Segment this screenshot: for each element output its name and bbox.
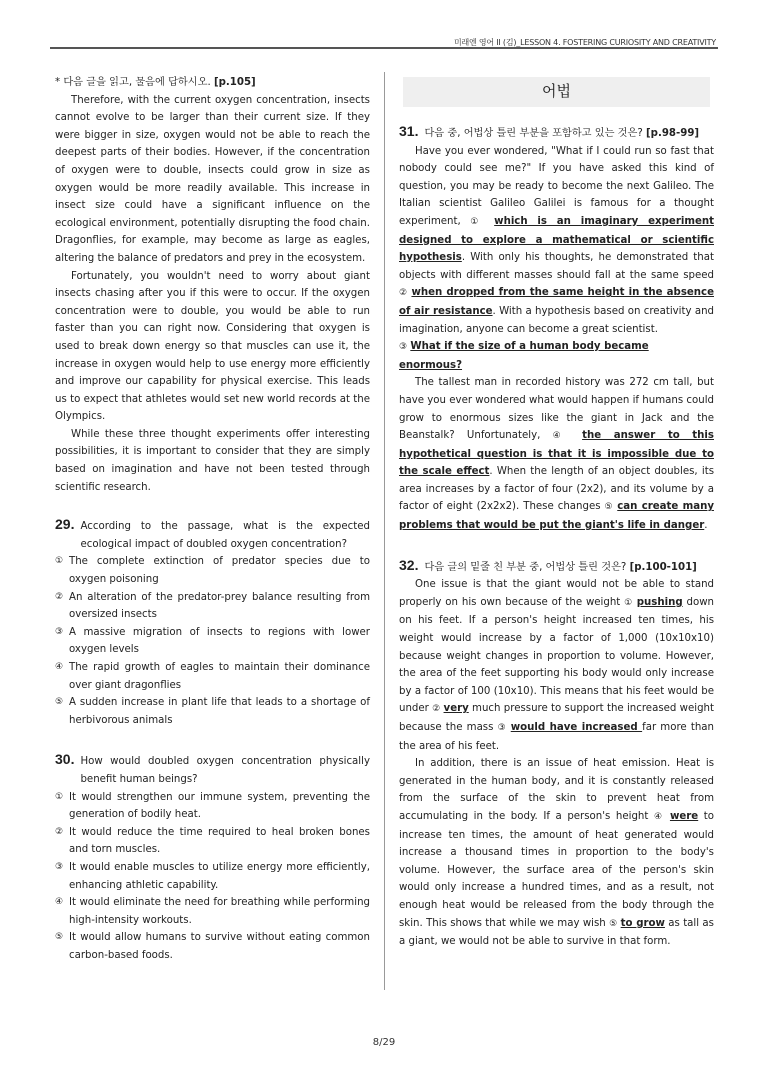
right-column — [399, 74, 714, 951]
option-marker: ② — [55, 826, 64, 837]
section-title: 어법 — [542, 82, 571, 101]
option-text: It would allow humans to survive without eating common carbon-based foods. — [69, 932, 370, 961]
q31-paragraph-1 — [399, 143, 714, 339]
option-2[interactable] — [55, 589, 370, 624]
text: far more than the area of his feet. — [399, 722, 714, 752]
text: . With only his thoughts, he demonstrated that objects with different masses should fall at the same speed — [399, 252, 714, 281]
header-title: 미래엔 영어 II (김)_LESSON 4. FOSTERING CURIOSITY AND CREATIVITY — [453, 38, 716, 47]
underlined-choice-5[interactable]: can create many problems that would be put the giant's life in danger — [399, 501, 714, 532]
column-divider — [384, 72, 385, 990]
text: much pressure to support the increased weight because the mass — [399, 703, 714, 733]
question-32 — [399, 557, 714, 951]
option-4[interactable] — [55, 894, 370, 929]
text: as tall as a giant, we would not be able to survive in that form. — [399, 917, 714, 948]
text: . When the length of an object doubles, its area increases by a factor of four (2x2), and its volume by a factor of eight (2x2x2). These changes — [399, 466, 714, 513]
q32-paragraph-1 — [399, 576, 714, 755]
question-30-head — [55, 751, 370, 788]
question-stem-wrap — [424, 125, 714, 143]
marker-3: ③ — [497, 723, 507, 733]
text: to increase ten times, the amount of heat generated would increase a thousand times in proportion to the body's volume. However, the surface area of the person's skin would only increase a hundred times, and as a result, not enough heat would be released from the body through the skin. This shows that while we may wish — [399, 810, 714, 929]
question-number: 30. — [55, 751, 75, 768]
option-1[interactable] — [55, 789, 370, 824]
underlined-choice-5[interactable]: to grow — [620, 917, 665, 929]
option-text: It would eliminate the need for breathing while performing high-intensity workouts. — [69, 897, 370, 926]
marker-5: ⑤ — [604, 502, 614, 513]
option-text: A massive migration of insects to regions with lower oxygen levels — [69, 626, 370, 656]
question-29-head — [55, 516, 370, 553]
marker-1: ① — [624, 597, 633, 608]
left-column — [55, 74, 370, 965]
option-text: An alteration of the predator-prey balance resulting from oversized insects — [69, 591, 370, 621]
marker-4: ④ — [552, 431, 570, 442]
question-page-ref: [p.98-99] — [646, 128, 700, 139]
header-rule — [50, 47, 718, 49]
option-3[interactable] — [55, 624, 370, 659]
section-title-box — [403, 77, 710, 107]
marker-2: ② — [432, 704, 441, 715]
question-stem: How would doubled oxygen concentration physically benefit human beings? — [80, 756, 370, 785]
text: One issue is that the giant would not be able to stand properly on his own because of the weight — [399, 579, 714, 608]
page-number: 8/29 — [372, 1037, 396, 1048]
option-text: It would reduce the time required to heal broken bones and torn muscles. — [69, 826, 370, 856]
question-30 — [55, 751, 370, 964]
text: In addition, there is an issue of heat emission. Heat is generated in the human body, and it is constantly released from the surface of the skin to prevent heat from accumulating in the body. If a person's height — [399, 758, 714, 822]
question-32-head — [399, 557, 714, 577]
marker-4: ④ — [653, 811, 665, 822]
option-marker: ③ — [55, 626, 64, 637]
option-marker: ① — [55, 556, 64, 567]
passage-paragraph-3: While these three thought experiments offer interesting possibilities, it is important to consider that they are simply based on imagination and have not been tested through scientific research. — [55, 428, 370, 493]
option-marker: ④ — [55, 897, 64, 908]
option-3[interactable] — [55, 859, 370, 894]
marker-3: ③ — [399, 342, 408, 353]
option-marker: ① — [55, 791, 64, 802]
option-5[interactable] — [55, 929, 370, 964]
option-text: The rapid growth of eagles to maintain their dominance over giant dragonflies — [69, 662, 370, 691]
text: . With a hypothesis based on creativity and imagination, anyone can become a great scientist. — [399, 305, 714, 335]
option-marker: ③ — [55, 861, 64, 872]
question-number: 31. — [399, 123, 419, 139]
underlined-choice-1[interactable]: pushing — [636, 596, 683, 608]
option-marker: ② — [55, 591, 64, 602]
text: . — [704, 520, 708, 532]
underlined-choice-2[interactable]: very — [443, 703, 469, 715]
option-text: The complete extinction of predator species due to oxygen poisoning — [69, 556, 370, 586]
question-number: 32. — [399, 556, 419, 573]
underlined-choice-4[interactable]: the answer to this hypothetical question is that it is impossible due to the scale effect — [399, 430, 714, 478]
text: Have you ever wondered, "What if I could run so fast that nobody could see me?" If you have asked this kind of question, you may be ready to become the next Galileo. The Italian scientist Galileo Galilei is famous for a thought experiment, — [399, 145, 714, 227]
option-1[interactable] — [55, 553, 370, 588]
marker-5: ⑤ — [609, 918, 618, 929]
option-marker: ⑤ — [55, 697, 64, 708]
page-header — [0, 0, 768, 50]
option-4[interactable] — [55, 659, 370, 694]
question-page-ref: [p.100-101] — [629, 561, 697, 573]
question-31-head — [399, 123, 714, 143]
option-2[interactable] — [55, 824, 370, 859]
q31-paragraph-2 — [399, 374, 714, 534]
instruction-page-ref: [p.105] — [213, 77, 256, 88]
question-stem-wrap — [424, 559, 714, 577]
marker-1: ① — [470, 216, 485, 227]
option-text: It would enable muscles to utilize energy more efficiently, enhancing athletic capability. — [69, 861, 370, 891]
question-stem: 다음 중, 어법상 틀린 부분을 포함하고 있는 것은? — [424, 128, 643, 139]
option-5[interactable] — [55, 694, 370, 729]
q32-paragraph-2 — [399, 755, 714, 951]
question-stem: 다음 글의 밑줄 친 부분 중, 어법상 틀린 것은? — [424, 561, 627, 573]
text: The tallest man in recorded history was 272 cm tall, but have you ever wondered what would happen if humans could grow to enormous sizes like the giant in Jack and the Beanstalk? Unfortunately, — [399, 377, 714, 442]
marker-2: ② — [399, 288, 408, 299]
instruction-text: * 다음 글을 읽고, 물음에 답하시오. — [55, 77, 211, 88]
option-marker: ④ — [55, 662, 64, 672]
q31-heading-line — [399, 338, 714, 374]
option-text: It would strengthen our immune system, preventing the generation of bodily heat. — [69, 791, 370, 821]
question-31 — [399, 123, 714, 535]
underlined-choice-1[interactable]: which is an imaginary experiment designed to explore a mathematical or scientific hypothesis — [399, 215, 714, 264]
underlined-choice-4[interactable]: were — [669, 810, 699, 822]
question-number: 29. — [55, 516, 75, 533]
question-stem: According to the passage, what is the expected ecological impact of doubled oxygen concentration? — [80, 521, 370, 550]
question-29 — [55, 516, 370, 729]
passage-paragraph-2: Fortunately, you wouldn't need to worry about giant insects chasing after you if this were to occur. If the oxygen concentration were to double, you would be able to run faster than you can right now. Considering that oxygen is used to break down energy so that muscles can use it, the increase in oxygen would help to use energy more efficiently and improve our capability for physical exercise. This leads us to expect that athletes would set new world records at the Olympics. — [55, 270, 370, 423]
instruction — [55, 74, 370, 92]
underlined-choice-3[interactable]: What if the size of a human body became enormous? — [399, 341, 649, 371]
text: down on his feet. If a person's height increased ten times, his weight would increase by a factor of 1,000 (10x10x10) because weight changes in proportion to volume. However, the area of the feet supporting his body would only increase by a factor of 100 (10x10). This means that his feet would be under — [399, 596, 714, 715]
underlined-choice-3[interactable]: would have increased — [510, 722, 643, 733]
passage-paragraph-1: Therefore, with the current oxygen concentration, insects cannot evolve to be larger than their current size. If they were bigger in size, oxygen would not be able to reach the deepest parts of their bodies. However, if the concentration of oxygen were to double, insects could grow in size as oxygen would be more readily available. This increase in insect size could have a significant influence on the ecological environment, potentially disrupting the food chain. Dragonflies, for example, may become as large as eagles, altering the balance of predators and prey in the ecosystem. — [55, 94, 370, 264]
option-marker: ⑤ — [55, 932, 64, 943]
option-text: A sudden increase in plant life that leads to a shortage of herbivorous animals — [69, 697, 370, 726]
underlined-choice-2[interactable]: when dropped from the same height in the absence of air resistance — [399, 287, 714, 317]
